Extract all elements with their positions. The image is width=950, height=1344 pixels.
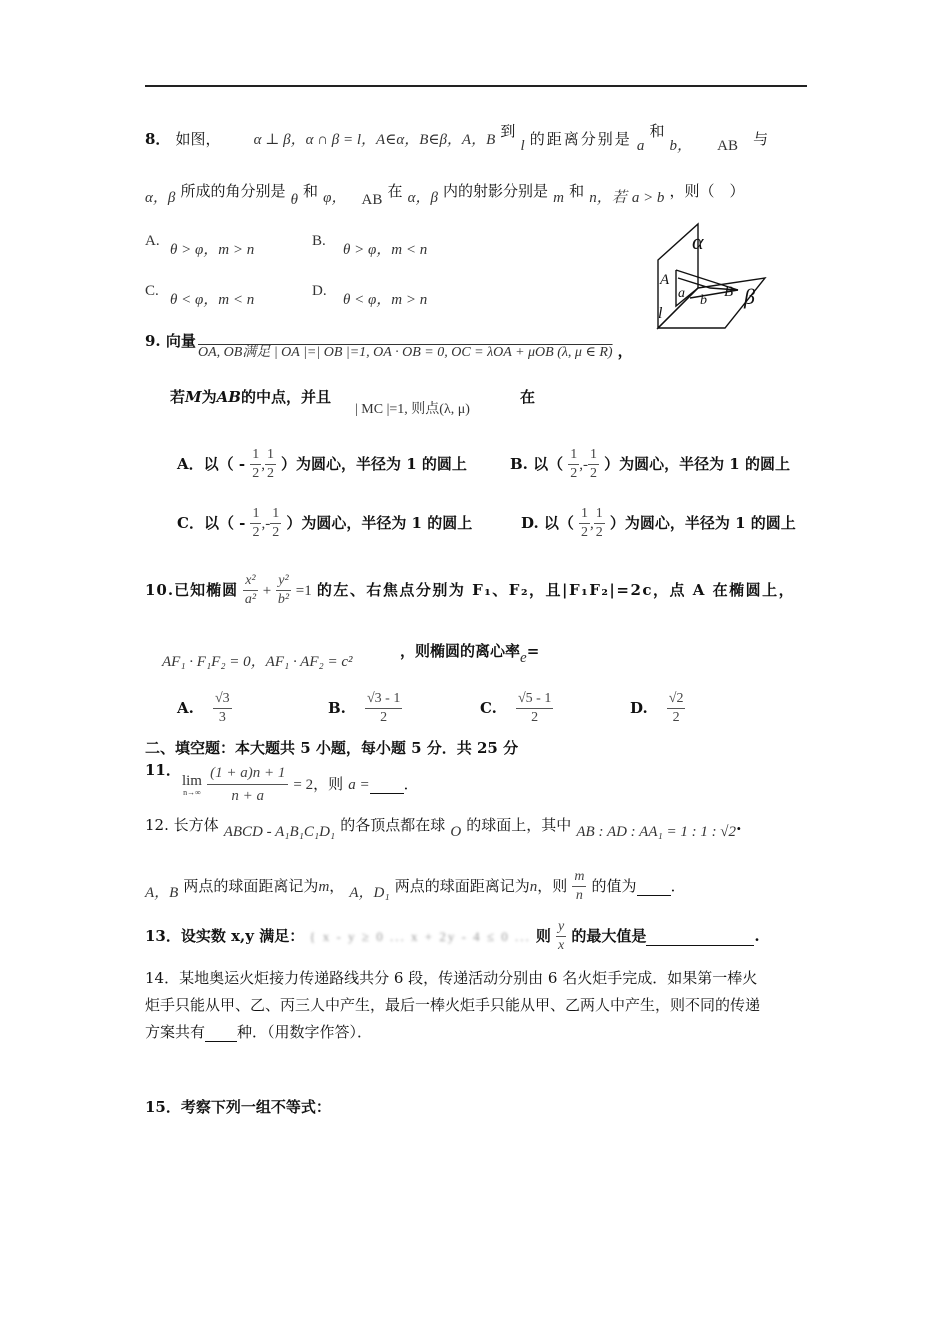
label-line-l: l: [658, 305, 663, 322]
q9-option-d: D. 以（ $\frac{1}{2}$ , $\frac{1}{2}$ ）为圆心，半径为 1 的圆上: [521, 506, 796, 540]
q9-option-c: C．以（ - $\frac{1}{2}$ ,- $\frac{1}{2}$ ）为圆心，半径为 1 的圆上: [177, 506, 473, 540]
q13-number: 13．设实数 x,y 满足：: [145, 927, 305, 945]
label-a: a: [678, 286, 685, 301]
q9-condition: OA, OB满足 | OA |=| OB |=1, OA · OB = 0, OC = λOA + μOB (λ, μ ∈ R): [198, 345, 613, 360]
q13-answer-blank: [646, 926, 754, 946]
q10-option-a: A. $\frac{√3}{3}$: [177, 691, 230, 725]
label-point-a: A: [660, 272, 670, 288]
q10-option-d: D. $\frac{√2}{2}$: [630, 691, 684, 725]
label-b: b: [700, 293, 707, 308]
q8-line2: α，β 所成的角分别是 θ 和 φ， AB 在 α，β 内的射影分别是 m 和 n，若 a > b ，则（ ）: [145, 182, 745, 208]
q14-line3: 方案共有 种．（用数字作答）．: [145, 1023, 373, 1041]
q10-option-c: C. $\frac{√5 - 1}{2}$: [480, 691, 552, 725]
q10-line1: 10.已知椭圆 $\frac{\text{x²}}{\text{a²}}$ + $\frac{\text{y²}}{\text{b²}}$ =1 的左、右焦点分别为 F₁、F₂，且|F₁F₂|=2c，点 A 在椭圆上，: [145, 573, 796, 607]
q10-condition: AF₁ · F₁F₂ = 0，AF₁ · AF₂ = c²: [162, 654, 353, 670]
q13-line: 13．设实数 x,y 满足： { x - y ≥ 0 ... x + 2y - 4 ≤ 0 ... 则 $\frac{y}{x}$ 的最大值是 .: [145, 919, 760, 953]
q9-mc-condition: | MC |=1, 则点(λ, μ): [355, 402, 470, 417]
q8-option-b: B.: [312, 233, 326, 249]
q8-option-a-text: θ > φ，m > n: [170, 242, 255, 258]
label-point-b: B: [724, 284, 734, 300]
q8-planes-figure: [650, 218, 775, 336]
q9-option-a: A．以（ - $\frac{1}{2}$ , $\frac{1}{2}$ ）为圆心，半径为 1 的圆上: [177, 447, 467, 481]
q8-option-b-text: θ > φ，m < n: [343, 242, 428, 258]
q14-line2: 炬手只能从甲、乙、丙三人中产生，最后一棒火炬手只能从甲、乙两人中产生，则不同的传递: [145, 996, 761, 1014]
q8-option-d: D.: [312, 283, 327, 299]
q9-line1: [145, 330, 196, 351]
q8-number: 8．: [145, 130, 171, 148]
q10-number: 10.已知椭圆: [145, 581, 239, 599]
q10-line2: [162, 650, 353, 671]
q14-answer-blank: [205, 1022, 237, 1042]
q9-number: 9. 向量: [145, 332, 196, 350]
q8-option-a: A.: [145, 233, 160, 249]
q12-line1: 12. 长方体 ABCD - A₁B₁C₁D₁ 的各顶点都在球 O 的球面上，其中 AB : AD : AA₁ = 1 : 1 : √2.: [145, 815, 742, 840]
q13-blurred-constraints: { x - y ≥ 0 ... x + 2y - 4 ≤ 0 ...: [309, 929, 531, 944]
header-rule: [145, 85, 807, 87]
q12-answer-blank: [637, 876, 671, 896]
q8-option-c-text: θ < φ，m < n: [170, 292, 255, 308]
label-beta: β: [744, 284, 755, 309]
label-alpha: α: [692, 229, 704, 254]
q14-line1: 14．某地奥运火炬接力传递路线共分 6 段，传递活动分别由 6 名火炬手完成．如果第一棒火: [145, 969, 758, 987]
q12-line2: A，B 两点的球面距离记为m， A，D₁ 两点的球面距离记为n，则 $\frac{m}{n}$ 的值为 ．: [145, 869, 686, 903]
q11-answer-blank: [370, 774, 404, 794]
q9-option-b: B. 以（ $\frac{1}{2}$ ,- $\frac{1}{2}$ ）为圆心，半径为 1 的圆上: [510, 447, 790, 481]
q9-line2: 若M为AB的中点，并且: [170, 388, 331, 406]
q11-number: 11．: [145, 761, 181, 779]
section-fill-in-heading: 二、填空题：本大题共 5 小题，每小题 5 分．共 25 分: [145, 739, 519, 757]
q10-option-b: B. $\frac{√3 - 1}{2}$: [328, 691, 401, 725]
q8-option-c: C.: [145, 283, 159, 299]
q8-option-d-text: θ < φ，m > n: [343, 292, 428, 308]
q8-line1: 8． 如图， α ⊥ β，α ∩ β = l，A∈α，B∈β，A，B 到 l 的距离分别是 a 和 b， AB 与: [145, 122, 769, 154]
q15-line: 15．考察下列一组不等式：: [145, 1098, 331, 1116]
q11-line: 11． lim n→∞ $\frac{(1 + a)n + 1}{n + a}$ = 2，则 a = ．: [145, 761, 419, 804]
